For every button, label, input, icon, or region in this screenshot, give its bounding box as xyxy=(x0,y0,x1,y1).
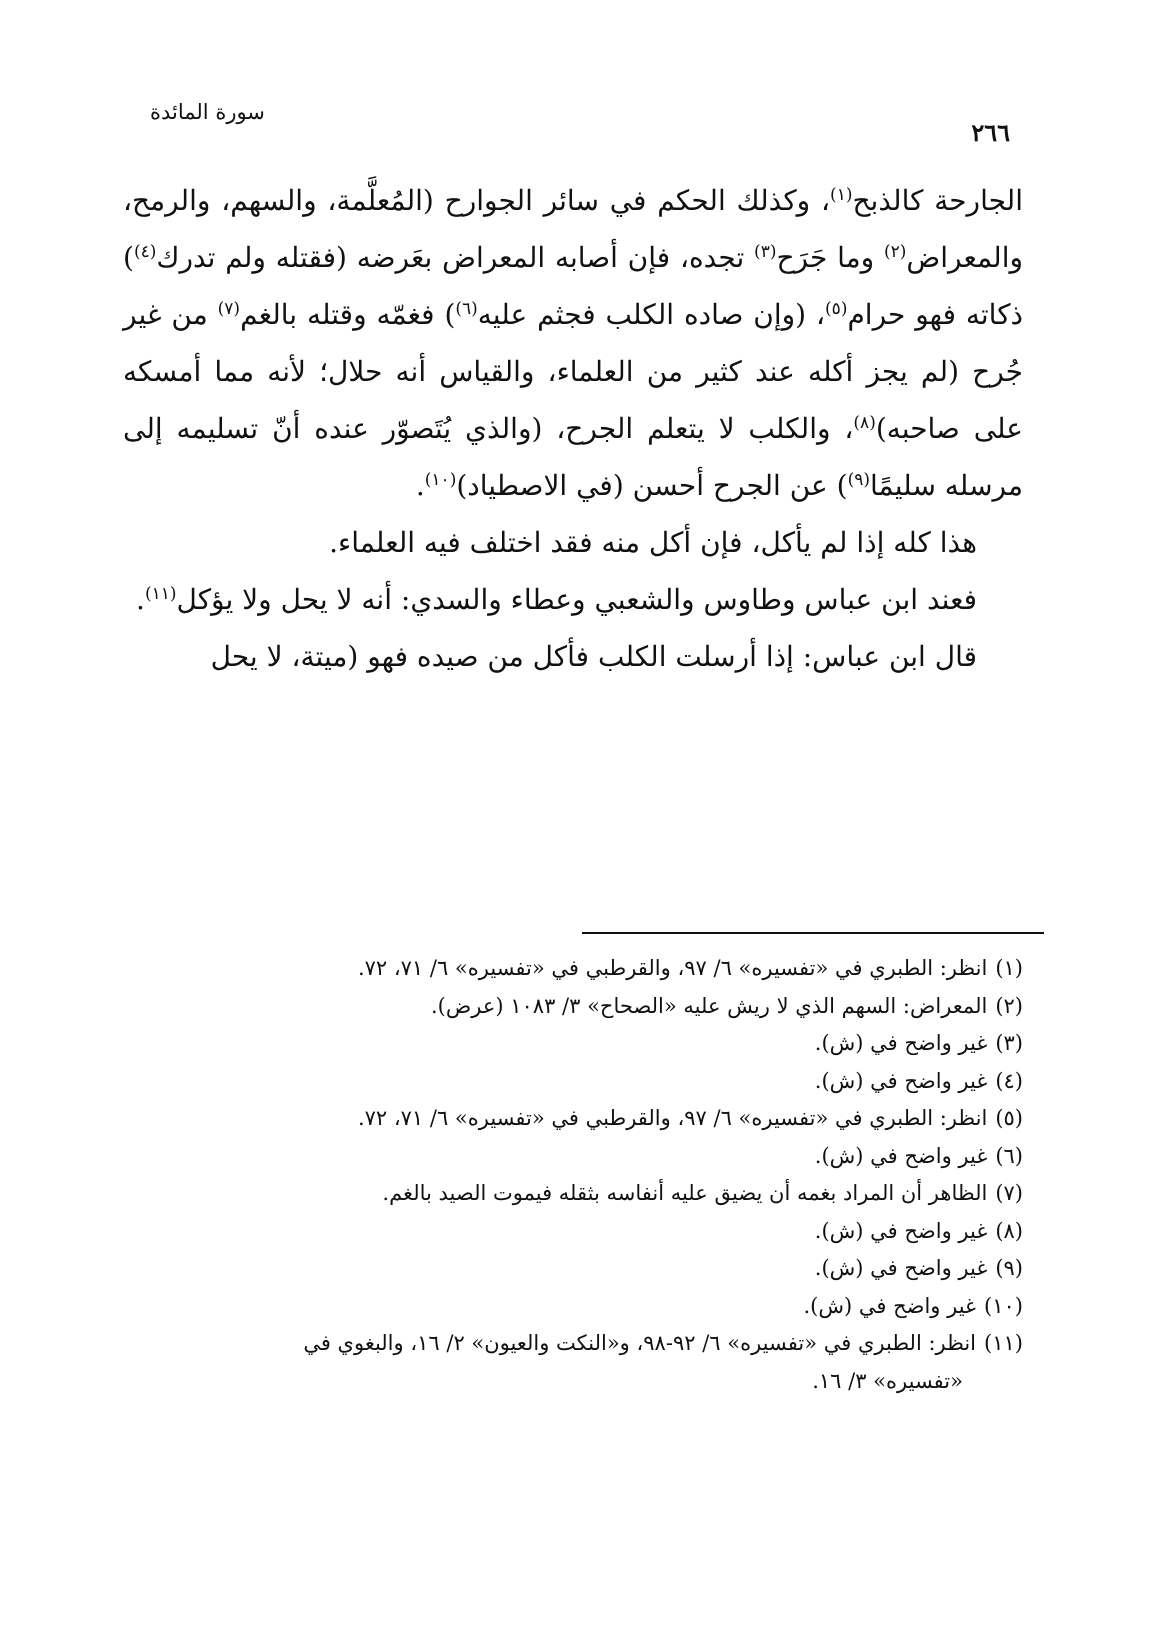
footnote-ref: (١١) xyxy=(144,583,177,604)
footnote-number: (٨) xyxy=(995,1218,1023,1243)
text-segment: ) فغمّه وقتله بالغم xyxy=(240,298,456,331)
footnote-continuation: «تفسيره» ٣/ ١٦. xyxy=(812,1368,963,1393)
text-segment: ، وكذلك الحكم في سائر الجوارح (المُعلَّمة، والسهم، والرمح، والمعراض xyxy=(123,184,1023,274)
footnote-text: غير واضح في (ش). xyxy=(803,1293,977,1318)
footnote-ref: (٨) xyxy=(853,412,876,433)
footnote-separator xyxy=(582,932,1044,934)
footnote-ref: (٤) xyxy=(133,241,157,262)
footnote xyxy=(123,1100,1023,1138)
paragraph-1 xyxy=(123,172,1023,514)
text-segment: ، (وإن صاده الكلب فجثم عليه xyxy=(477,298,826,331)
footnote-ref: (٧) xyxy=(217,298,241,319)
main-text xyxy=(123,172,1023,685)
footnote-ref: (٩) xyxy=(847,469,870,490)
footnote-ref: (٥) xyxy=(825,298,848,319)
footnote-text: غير واضح في (ش). xyxy=(814,1031,988,1055)
footnote xyxy=(123,1250,1023,1288)
footnote-text: الظاهر أن المراد بغمه أن يضيق عليه أنفاسه بثقله فيموت الصيد بالغم. xyxy=(382,1181,988,1205)
footnote-text: انظر: الطبري في «تفسيره» ٦/ ٩٧، والقرطبي في «تفسيره» ٦/ ٧١، ٧٢. xyxy=(357,1106,988,1130)
text-segment: . xyxy=(415,469,425,502)
text-segment: ) ذكاته فهو حرام xyxy=(123,241,1023,331)
footnote-number: (١) xyxy=(995,956,1023,980)
footnote xyxy=(123,950,1023,988)
running-header-surah: سورة المائدة xyxy=(150,100,265,124)
footnote-number: (٣) xyxy=(995,1031,1023,1055)
footnote-ref: (٣) xyxy=(754,241,777,262)
text-segment: من غير جُرح (لم يجز أكله عند كثير من العلماء، والقياس أنه حلال؛ لأنه مما أمسكه على صاحبه) xyxy=(123,298,1024,445)
footnote xyxy=(123,1213,1023,1251)
paragraph-4: قال ابن عباس: إذا أرسلت الكلب فأكل من صيده فهو (ميتة، لا يحل xyxy=(210,640,977,673)
footnote xyxy=(123,1288,1023,1326)
footnote xyxy=(123,1025,1023,1063)
text-segment: الجارحة كالذبح xyxy=(852,184,1023,217)
footnote-text: انظر: الطبري في «تفسيره» ٦/ ٩٧، والقرطبي في «تفسيره» ٦/ ٧١، ٧٢. xyxy=(357,956,988,980)
footnote xyxy=(123,988,1023,1026)
page-number: ٢٦٦ xyxy=(971,118,1010,147)
footnote-text: غير واضح في (ش). xyxy=(814,1068,988,1093)
footnote-number: (٢) xyxy=(995,993,1023,1018)
text-segment: تجده، فإن أصابه المعراض بعَرضه (فقتله ولم تدرك xyxy=(156,241,755,274)
footnote-number: (١١) xyxy=(984,1331,1023,1355)
footnote-number: (٤) xyxy=(995,1068,1023,1093)
footnote-ref: (١٠) xyxy=(424,469,457,490)
text-segment: فعند ابن عباس وطاوس والشعبي وعطاء والسدي: أنه لا يحل ولا يؤكل xyxy=(176,583,977,616)
text-segment: ) عن الجرح أحسن (في الاصطياد) xyxy=(456,469,848,502)
text-segment: ، والكلب لا يتعلم الجرح، (والذي يُتَصوّر عنده أنّ تسليمه إلى مرسله سليمًا xyxy=(123,412,1023,502)
footnote-ref: (٦) xyxy=(455,298,478,319)
footnote-text: غير واضح في (ش). xyxy=(814,1256,988,1280)
footnote-text: غير واضح في (ش). xyxy=(814,1218,988,1243)
footnote xyxy=(123,1063,1023,1101)
footnote-number: (٩) xyxy=(995,1256,1023,1280)
text-segment: وما جَرَح xyxy=(776,241,884,274)
paragraph-3 xyxy=(123,571,1023,628)
paragraph-2: هذا كله إذا لم يأكل، فإن أكل منه فقد اختلف فيه العلماء. xyxy=(329,526,977,559)
footnote-text: غير واضح في (ش). xyxy=(814,1143,988,1168)
footnote xyxy=(123,1325,1023,1363)
footnote-ref: (٢) xyxy=(883,241,907,262)
footnote-text: انظر: الطبري في «تفسيره» ٦/ ٩٢-٩٨، و«النكت والعيون» ٢/ ١٦، والبغوي في xyxy=(303,1331,977,1355)
footnote xyxy=(123,1175,1023,1213)
footnote-number: (٥) xyxy=(995,1106,1023,1130)
footnote-text: المعراض: السهم الذي لا ريش عليه «الصحاح» ٣/ ١٠٨٣ (عرض). xyxy=(430,993,988,1018)
footnote xyxy=(123,1138,1023,1176)
footnotes xyxy=(123,950,1023,1400)
footnote-ref: (١) xyxy=(830,184,853,205)
footnote-number: (٦) xyxy=(995,1143,1023,1168)
footnote-number: (٧) xyxy=(995,1181,1023,1205)
text-segment: . xyxy=(136,583,145,616)
footnote-number: (١٠) xyxy=(984,1293,1023,1318)
